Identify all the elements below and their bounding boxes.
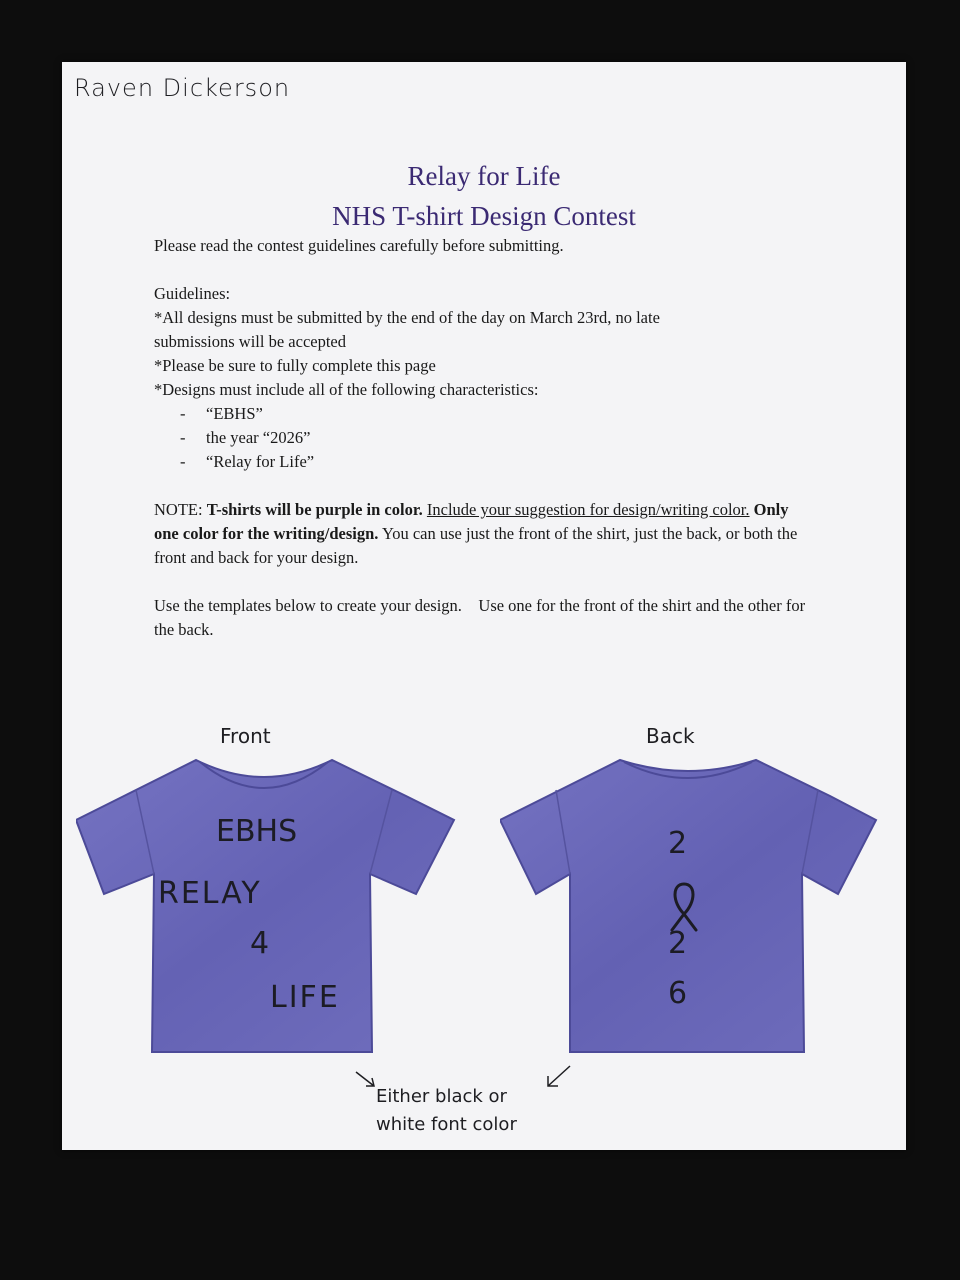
arrow-down-right-icon	[354, 1070, 378, 1090]
front-text-ebhs: EBHS	[216, 814, 298, 849]
page-title	[62, 156, 906, 236]
note-bold-1: T-shirts will be purple in color.	[206, 500, 423, 519]
guideline-3: *Designs must include all of the following characteristics:	[154, 380, 539, 399]
title-line-1: Relay for Life	[407, 161, 561, 191]
guidelines-heading: Guidelines:	[154, 284, 231, 303]
guideline-2: *Please be sure to fully complete this page	[154, 356, 436, 375]
back-text-digit-3: 6	[668, 976, 688, 1011]
contest-page	[62, 62, 906, 1150]
guidelines-text	[154, 234, 814, 642]
guideline-1a: *All designs must be submitted by the end of the day on March 23rd, no late	[154, 308, 660, 327]
list-item: - “Relay for Life”	[154, 450, 814, 474]
student-name: Raven Dickerson	[74, 74, 291, 102]
title-line-2: NHS T-shirt Design Contest	[332, 201, 636, 231]
list-item: - the year “2026”	[154, 426, 814, 450]
note-bold-2: Only one color for the writing/design.	[154, 500, 789, 543]
font-note-line-1: Either black or	[376, 1086, 507, 1107]
list-item: - “EBHS”	[154, 402, 814, 426]
arrow-down-left-icon	[544, 1064, 572, 1090]
front-text-relay: RELAY	[158, 876, 262, 911]
note-paragraph	[154, 498, 814, 570]
back-shirt	[500, 754, 880, 1054]
front-shirt	[76, 754, 456, 1054]
intro-text: Please read the contest guidelines carefully before submitting.	[154, 236, 564, 255]
note-label: NOTE:	[154, 500, 203, 519]
front-label: Front	[220, 724, 271, 748]
note-underline: Include your suggestion for design/writing color.	[426, 500, 750, 519]
back-text-digit-1: 2	[668, 826, 688, 861]
front-text-life: LIFE	[270, 980, 340, 1015]
front-shirt-outline	[76, 754, 456, 1054]
back-label: Back	[646, 724, 695, 748]
back-text-digit-2: 2	[668, 926, 688, 961]
note-rest: You can use just the front of the shirt, just the back, or both the front and back for your design.	[154, 524, 798, 567]
font-note-line-2: white font color	[376, 1114, 517, 1135]
templates-text: Use the templates below to create your design. Use one for the front of the shirt and the other for the back.	[154, 596, 810, 639]
guideline-1b: submissions will be accepted	[154, 332, 347, 351]
front-text-4: 4	[250, 926, 270, 961]
characteristics-list	[154, 402, 814, 474]
